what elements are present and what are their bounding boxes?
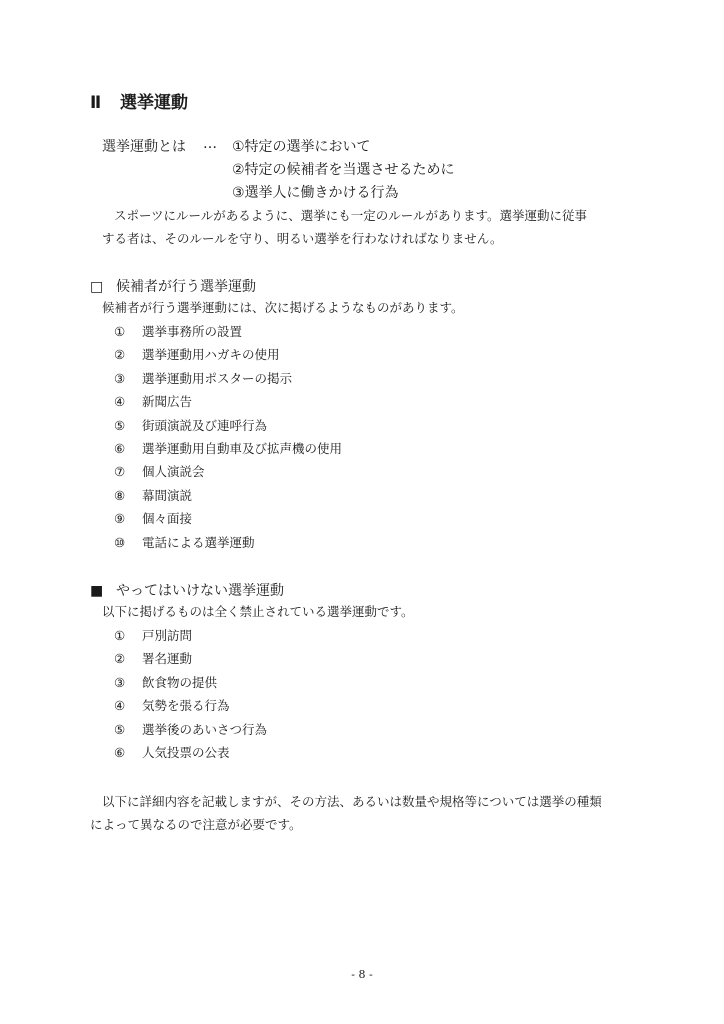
list-item: ③ 選挙運動用ポスターの掲示 — [114, 370, 293, 386]
list-item: ④ 気勢を張る行為 — [114, 698, 230, 714]
list-item: ① 戸別訪問 — [114, 628, 193, 643]
closing-line-2: によって異なるので注意が必要です。 — [90, 817, 302, 832]
definition-condition-3: ③選挙人に働きかける行為 — [232, 185, 399, 201]
prohibited-list — [114, 624, 267, 764]
intro-line-2: する者は、そのルールを守り、明るい選挙を行わなければなりません。 — [102, 231, 503, 246]
list-item: ⑦ 個人演説会 — [114, 464, 205, 480]
list-item: ⑤ 選挙後のあいさつ行為 — [114, 721, 268, 737]
list-item: ④ 新聞広告 — [114, 394, 193, 410]
list-item: ⑨ 個々面接 — [114, 511, 193, 527]
definition-ellipsis: … — [203, 136, 217, 152]
hollow-square-icon: □ — [90, 279, 104, 295]
definition-term: 選挙運動とは — [102, 139, 186, 155]
filled-square-icon: ■ — [90, 583, 104, 599]
allowed-lead: 候補者が行う選挙運動には、次に掲げるようなものがあります。 — [102, 300, 464, 315]
list-item: ⑥ 人気投票の公表 — [114, 744, 230, 760]
list-item: ⑥ 選挙運動用自動車及び拡声機の使用 — [114, 440, 343, 456]
definition-condition-2: ②特定の候補者を当選させるために — [232, 162, 455, 178]
prohibited-heading — [90, 580, 284, 600]
page-number: - 8 - — [351, 968, 373, 981]
allowed-list — [114, 320, 342, 554]
allowed-heading — [90, 276, 256, 296]
chapter-number: Ⅱ — [90, 93, 102, 113]
list-item: ② 署名運動 — [114, 651, 193, 667]
list-item: ③ 飲食物の提供 — [114, 674, 218, 690]
definition-condition-1: ①特定の選挙において — [232, 139, 371, 155]
list-item: ⑧ 幕間演説 — [114, 487, 193, 503]
prohibited-heading-text: やってはいけない選挙運動 — [116, 583, 284, 599]
closing-line-1: 以下に詳細内容を記載しますが、その方法、あるいは数量や規格等については選挙の種類 — [102, 794, 602, 809]
list-item: ⑩ 電話による選挙運動 — [114, 534, 255, 550]
intro-line-1: スポーツにルールがあるように、選挙にも一定のルールがあります。選挙運動に従事 — [114, 208, 588, 223]
prohibited-lead: 以下に掲げるものは全く禁止されている選挙運動です。 — [102, 604, 414, 619]
list-item: ① 選挙事務所の設置 — [114, 324, 243, 339]
allowed-heading-text: 候補者が行う選挙運動 — [116, 279, 256, 295]
list-item: ② 選挙運動用ハガキの使用 — [114, 347, 280, 363]
chapter-title-text: 選挙運動 — [120, 93, 188, 113]
list-item: ⑤ 街頭演説及び連呼行為 — [114, 417, 268, 433]
chapter-title — [90, 88, 188, 113]
